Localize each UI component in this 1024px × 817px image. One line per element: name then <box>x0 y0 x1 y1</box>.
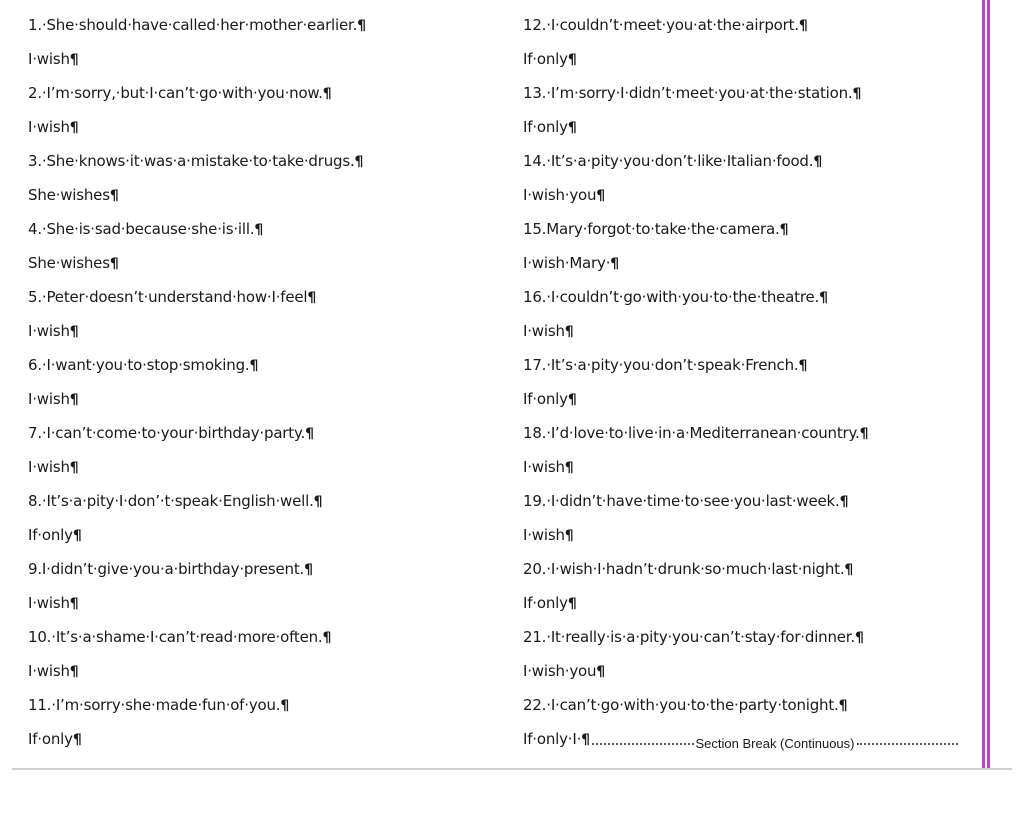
pilcrow-mark: ¶ <box>249 358 259 374</box>
pilcrow-mark: ¶ <box>798 358 808 374</box>
paragraph[interactable]: 18.·I’d·love·to·live·in·a·Mediterranean·country.¶ <box>523 424 869 442</box>
paragraph[interactable]: 2.·I’m·sorry,·but·I·can’t·go·with·you·now.¶ <box>28 84 332 102</box>
pilcrow-mark: ¶ <box>567 392 577 408</box>
pilcrow-mark: ¶ <box>581 732 590 748</box>
paragraph[interactable]: 3.·She·knows·it·was·a·mistake·to·take·drugs.¶ <box>28 152 364 170</box>
section-break-marker[interactable] <box>590 736 960 752</box>
paragraph[interactable]: 11.·I’m·sorry·she·made·fun·of·you.¶ <box>28 696 290 714</box>
paragraph[interactable]: I·wish¶ <box>28 458 79 476</box>
paragraph[interactable]: 1.·She·should·have·called·her·mother·earlier.¶ <box>28 16 366 34</box>
left-column <box>28 8 498 756</box>
pilcrow-mark: ¶ <box>567 120 577 136</box>
paragraph[interactable]: 10.·It’s·a·shame·I·can’t·read·more·often.¶ <box>28 628 332 646</box>
paragraph[interactable]: 4.·She·is·sad·because·she·is·ill.¶ <box>28 220 264 238</box>
paragraph[interactable]: 15.Mary·forgot·to·take·the·camera.¶ <box>523 220 789 238</box>
paragraph[interactable]: 12.·I·couldn’t·meet·you·at·the·airport.¶ <box>523 16 808 34</box>
paragraph[interactable]: 17.·It’s·a·pity·you·don’t·speak·French.¶ <box>523 356 808 374</box>
pilcrow-mark: ¶ <box>69 460 79 476</box>
pilcrow-mark: ¶ <box>72 528 82 544</box>
workspace-background <box>0 770 1024 817</box>
pilcrow-mark: ¶ <box>307 290 317 306</box>
paragraph[interactable]: I·wish¶ <box>28 50 79 68</box>
paragraph[interactable]: If·only¶ <box>523 50 577 68</box>
paragraph[interactable]: 20.·I·wish·I·hadn’t·drunk·so·much·last·night.¶ <box>523 560 854 578</box>
pilcrow-mark: ¶ <box>564 460 574 476</box>
section-break-label: Section Break (Continuous) <box>695 736 855 751</box>
pilcrow-mark: ¶ <box>813 154 823 170</box>
pilcrow-mark: ¶ <box>109 256 119 272</box>
paragraph[interactable]: She·wishes¶ <box>28 254 119 272</box>
paragraph[interactable]: 7.·I·can’t·come·to·your·birthday·party.¶ <box>28 424 314 442</box>
pilcrow-mark: ¶ <box>819 290 828 306</box>
pilcrow-mark: ¶ <box>564 324 574 340</box>
pilcrow-mark: ¶ <box>304 562 313 578</box>
paragraph[interactable]: I·wish¶ <box>28 118 79 136</box>
paragraph[interactable]: If·only¶ <box>523 390 577 408</box>
paragraph[interactable]: 21.·It·really·is·a·pity·you·can’t·stay·for·dinner.¶ <box>523 628 864 646</box>
paragraph[interactable]: 5.·Peter·doesn’t·understand·how·I·feel¶ <box>28 288 317 306</box>
paragraph[interactable]: I·wish¶ <box>523 322 574 340</box>
pilcrow-mark: ¶ <box>852 86 862 102</box>
paragraph[interactable]: I·wish¶ <box>28 390 79 408</box>
paragraph[interactable]: 14.·It’s·a·pity·you·don’t·like·Italian·food.¶ <box>523 152 823 170</box>
pilcrow-mark: ¶ <box>839 494 849 510</box>
pilcrow-mark: ¶ <box>567 596 577 612</box>
pilcrow-mark: ¶ <box>838 698 848 714</box>
paragraph[interactable]: She·wishes¶ <box>28 186 119 204</box>
section-break-dots <box>857 743 959 745</box>
paragraph[interactable]: I·wish¶ <box>28 662 79 680</box>
pilcrow-mark: ¶ <box>798 18 808 34</box>
page-left-edge <box>0 0 12 768</box>
pilcrow-mark: ¶ <box>254 222 264 238</box>
paragraph[interactable]: I·wish¶ <box>523 526 574 544</box>
paragraph[interactable]: I·wish·you¶ <box>523 186 605 204</box>
pilcrow-mark: ¶ <box>357 18 366 34</box>
pilcrow-mark: ¶ <box>859 426 869 442</box>
pilcrow-mark: ¶ <box>564 528 574 544</box>
pilcrow-mark: ¶ <box>322 86 332 102</box>
pilcrow-mark: ¶ <box>610 256 619 272</box>
pilcrow-mark: ¶ <box>854 630 864 646</box>
paragraph[interactable]: 22.·I·can’t·go·with·you·to·the·party·tonight.¶ <box>523 696 848 714</box>
pilcrow-mark: ¶ <box>844 562 854 578</box>
pilcrow-mark: ¶ <box>313 494 323 510</box>
pilcrow-mark: ¶ <box>109 188 119 204</box>
paragraph[interactable]: 8.·It’s·a·pity·I·don’·t·speak·English·well.¶ <box>28 492 323 510</box>
right-margin-line <box>982 0 990 768</box>
pilcrow-mark: ¶ <box>69 52 79 68</box>
pilcrow-mark: ¶ <box>779 222 789 238</box>
paragraph[interactable]: I·wish·you¶ <box>523 662 605 680</box>
paragraph[interactable]: 6.·I·want·you·to·stop·smoking.¶ <box>28 356 259 374</box>
pilcrow-mark: ¶ <box>596 188 605 204</box>
pilcrow-mark: ¶ <box>305 426 314 442</box>
paragraph[interactable]: I·wish¶ <box>28 594 79 612</box>
paragraph[interactable]: If·only¶ <box>523 594 577 612</box>
pilcrow-mark: ¶ <box>69 324 79 340</box>
paragraph[interactable]: If·only¶ <box>28 526 82 544</box>
paragraph[interactable]: 9.I·didn’t·give·you·a·birthday·present.¶ <box>28 560 313 578</box>
paragraph[interactable]: 13.·I’m·sorry·I·didn’t·meet·you·at·the·station.¶ <box>523 84 862 102</box>
pilcrow-mark: ¶ <box>596 664 605 680</box>
paragraph[interactable]: 19.·I·didn’t·have·time·to·see·you·last·week.¶ <box>523 492 849 510</box>
paragraph[interactable]: If·only¶ <box>523 118 577 136</box>
paragraph[interactable]: If·only·I·¶ <box>523 730 590 748</box>
pilcrow-mark: ¶ <box>72 732 82 748</box>
right-column <box>523 8 993 756</box>
paragraph[interactable]: 16.·I·couldn’t·go·with·you·to·the·theatre.¶ <box>523 288 828 306</box>
pilcrow-mark: ¶ <box>354 154 364 170</box>
pilcrow-mark: ¶ <box>322 630 332 646</box>
section-break-dots <box>592 743 694 745</box>
paragraph[interactable]: If·only¶ <box>28 730 82 748</box>
paragraph[interactable]: I·wish¶ <box>523 458 574 476</box>
pilcrow-mark: ¶ <box>280 698 290 714</box>
pilcrow-mark: ¶ <box>69 596 79 612</box>
paragraph[interactable]: I·wish·Mary·¶ <box>523 254 619 272</box>
pilcrow-mark: ¶ <box>69 664 79 680</box>
pilcrow-mark: ¶ <box>567 52 577 68</box>
pilcrow-mark: ¶ <box>69 120 79 136</box>
paragraph[interactable]: I·wish¶ <box>28 322 79 340</box>
pilcrow-mark: ¶ <box>69 392 79 408</box>
